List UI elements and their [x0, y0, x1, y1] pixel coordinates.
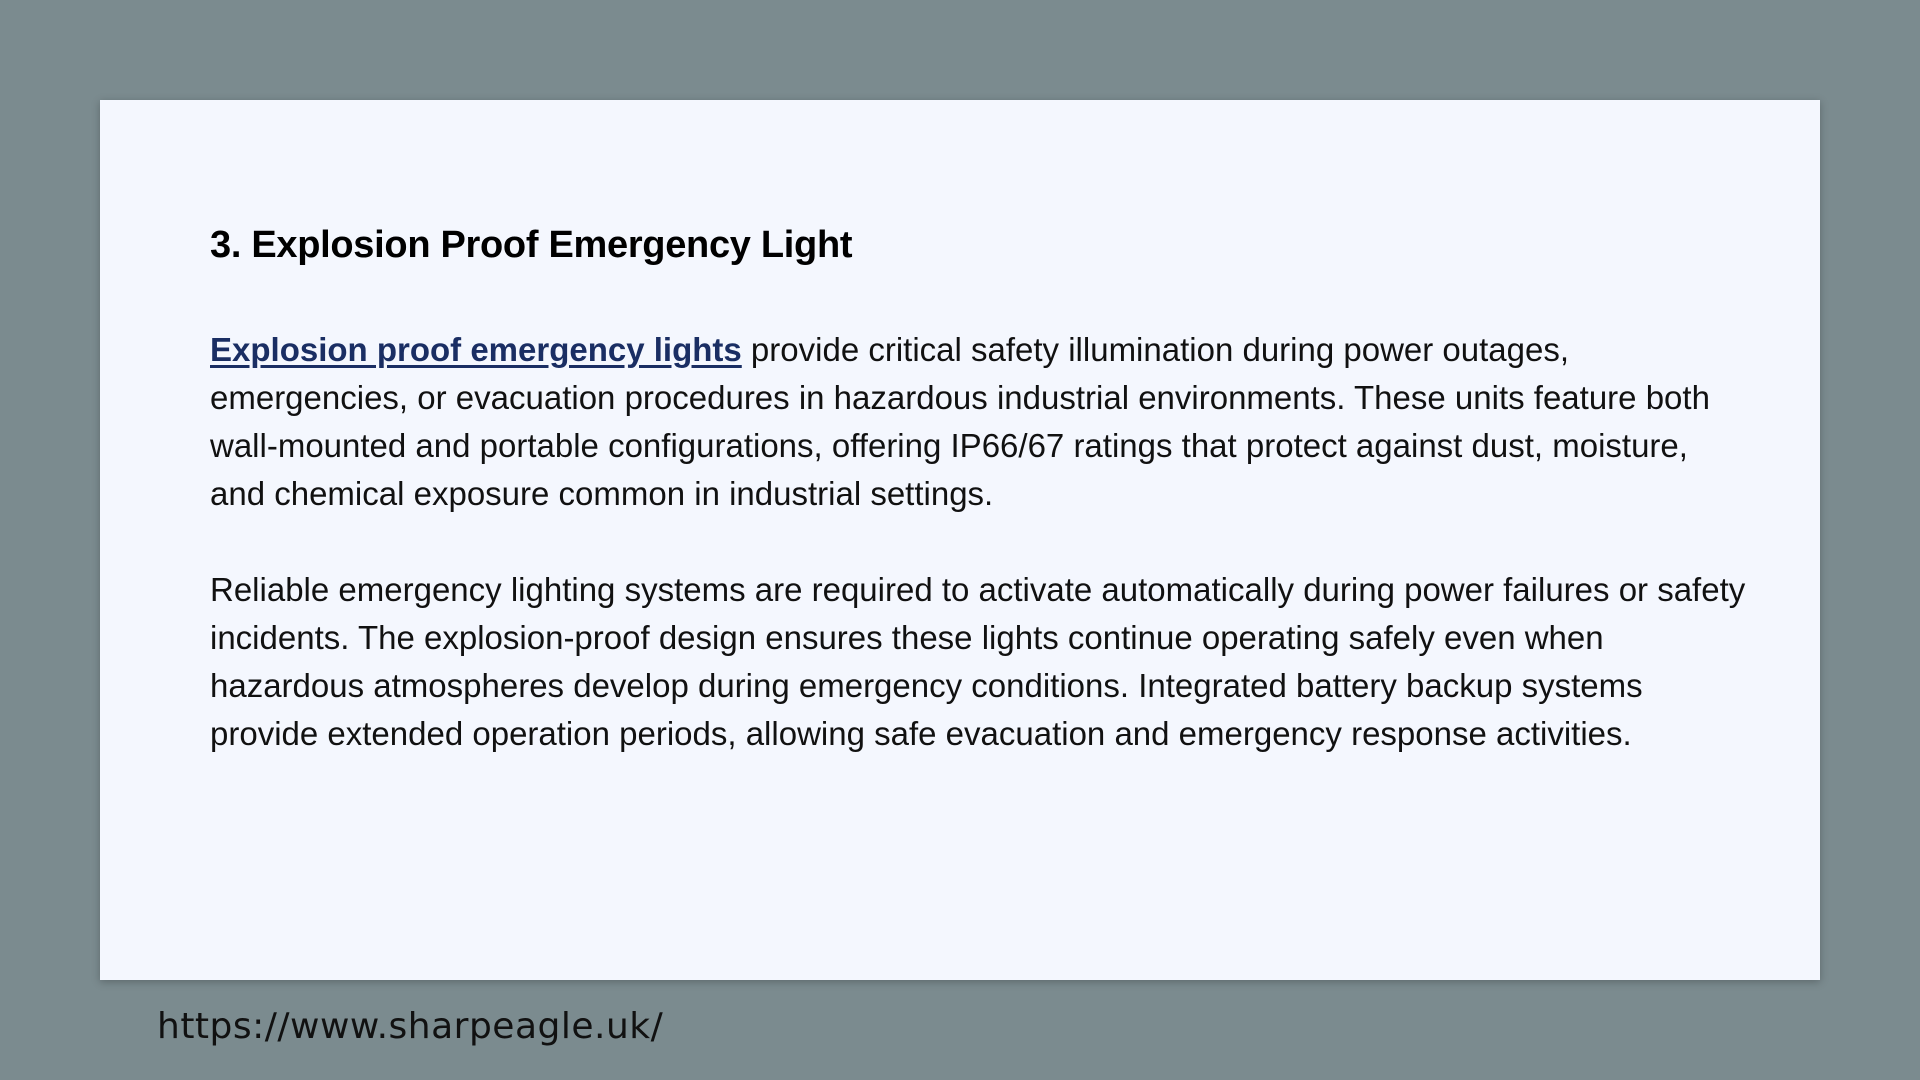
paragraph-2: Reliable emergency lighting systems are required to activate automatically during power failures or safety incidents. The explosion-proof design ensures these lights continue operating safely even when hazardous atmospheres develop during emergency conditions. Integrated battery backup systems provide extended operation periods, allowing safe evacuation and emergency response activities. — [210, 571, 1746, 752]
content-card — [100, 100, 1820, 980]
paragraph-1-text: provide critical safety illumination during power outages, emergencies, or evacuation procedures in hazardous industrial environments. These units feature both wall-mounted and portable configurations, offering IP66/67 ratings that protect against dust, moisture, and chemical exposure common in industrial settings. — [210, 331, 1710, 512]
paragraph-1 — [210, 326, 1750, 518]
emergency-lights-link[interactable]: Explosion proof emergency lights — [210, 331, 742, 368]
footer-url: https://www.sharpeagle.uk/ — [157, 1006, 664, 1047]
section-heading: 3. Explosion Proof Emergency Light — [210, 224, 853, 266]
